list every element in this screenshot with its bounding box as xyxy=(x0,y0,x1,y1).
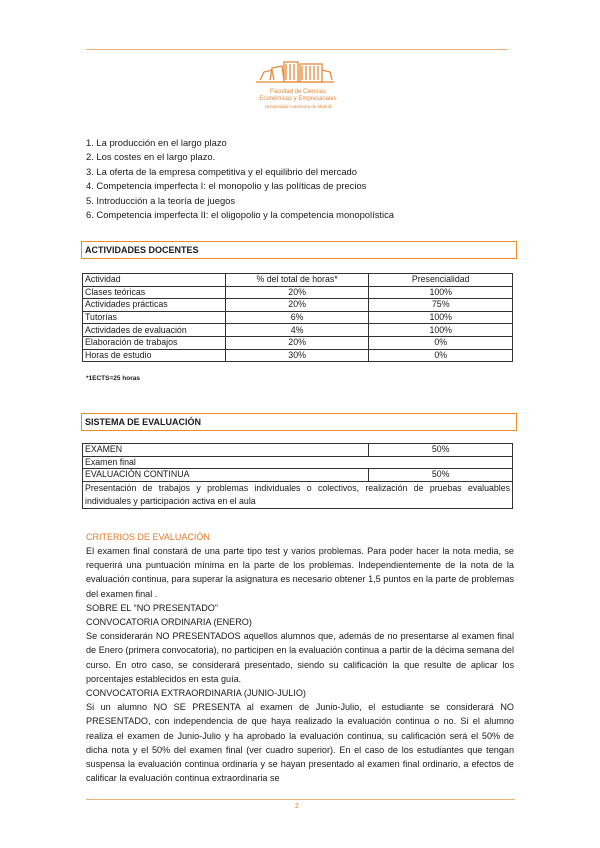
criterios-body xyxy=(86,544,514,785)
subheading: CONVOCATORIA EXTRAORDINARIA (JUNIO-JULIO) xyxy=(86,688,306,699)
table-row xyxy=(83,469,513,482)
list-item: 1. La producción en el largo plazo xyxy=(86,137,227,148)
table-cell: Presentación de trabajos y problemas individuales o colectivos, realización de pruebas evaluables individuales y participación activa en el aula xyxy=(83,481,513,508)
list-item: 6. Competencia imperfecta II: el oligopolio y la competencia monopolística xyxy=(86,209,394,221)
table-cell: 20% xyxy=(225,336,369,349)
list-item: 4. Competencia imperfecta I: el monopolio y las políticas de precios xyxy=(86,180,367,192)
table-row xyxy=(83,311,513,324)
table-cell: 50% xyxy=(369,469,513,482)
footer-rule xyxy=(86,799,515,800)
table-cell: Actividades prácticas xyxy=(83,299,226,312)
table-cell: 20% xyxy=(225,286,369,299)
table-cell: EVALUACIÓN CONTINUA xyxy=(83,469,369,482)
table-cell: 100% xyxy=(369,324,513,337)
table-row xyxy=(83,349,513,362)
table-cell: 100% xyxy=(369,286,513,299)
table-row xyxy=(83,336,513,349)
table-cell: Clases teóricas xyxy=(83,286,226,299)
paragraph: Se considerarán NO PRESENTADOS aquellos alumnos que, además de no presentarse al examen final de Enero (primera convocatoria), no participen en la evaluación continua a partir de la décima semana del curso. En otro caso, se considerará presentado, siendo su calificación la que resulte de aplicar los porcentajes establecidos en esta guía. xyxy=(86,631,514,684)
table-cell: EXAMEN xyxy=(83,444,369,457)
header-rule xyxy=(86,49,508,50)
list-item: 2. Los costes en el largo plazo. xyxy=(86,151,216,163)
criterios-title: CRITERIOS DE EVALUACIÓN xyxy=(86,532,210,542)
table-header-row xyxy=(83,274,513,287)
table-cell: 50% xyxy=(369,444,513,457)
table-row xyxy=(83,324,513,337)
topics-list xyxy=(86,136,394,222)
table-row xyxy=(83,481,513,508)
page-number: 2 xyxy=(295,803,299,810)
table-cell: 30% xyxy=(225,349,369,362)
table-header-cell: Actividad xyxy=(83,274,226,287)
list-item: 3. La oferta de la empresa competitiva y el equilibrio del mercado xyxy=(86,165,357,177)
table-header-cell: Presencialidad xyxy=(369,274,513,287)
table-cell: 4% xyxy=(225,324,369,337)
table-cell: 6% xyxy=(225,311,369,324)
table-cell: Tutorías xyxy=(83,311,226,324)
table-cell: 0% xyxy=(369,336,513,349)
list-item: 5. Introducción a la teoría de juegos xyxy=(86,194,236,206)
table-row xyxy=(83,286,513,299)
paragraph: El examen final constará de una parte tipo test y varios problemas. Para poder hacer la nota media, se requerirá una puntuación mínima en la parte de los problemas. Independientemente de la nota de la evaluación continua, para superar la asignatura es necesario obtener 1,5 puntos en la parte de problemas del examen final . xyxy=(86,546,514,599)
subheading: CONVOCATORIA ORDINARIA (ENERO) xyxy=(86,617,252,628)
table-cell: 20% xyxy=(225,299,369,312)
faculty-logo-text: Facultad de Ciencias Económicas y Empresariales Universidad Autónoma de Madrid xyxy=(259,89,337,109)
table-cell: Actividades de evaluación xyxy=(83,324,226,337)
subheading: SOBRE EL “NO PRESENTADO” xyxy=(86,602,218,613)
table-row xyxy=(83,456,513,469)
table-cell: Examen final xyxy=(83,456,513,469)
evaluacion-table xyxy=(82,443,513,509)
table-row xyxy=(83,444,513,457)
table-row xyxy=(83,299,513,312)
table-cell: 100% xyxy=(369,311,513,324)
table-footnote: *1ECTS=25 horas xyxy=(86,375,141,382)
actividades-table xyxy=(82,273,513,362)
table-cell: 75% xyxy=(369,299,513,312)
paragraph: Si un alumno NO SE PRESENTA al examen de Junio-Julio, el estudiante se considerará NO PRESENTADO, con independencia de que haya realizado la evaluación continua o no. Si el alumno realiza el examen de Junio-Julio y ha aprobado la evaluación continua, su calificación será el 50% de dicha nota y el 50% del examen final (ver cuadro superior). En el caso de los estudiantes que tengan suspensa la evaluación continua ordinaria y se hayan presentado al examen final ordinario, a efectos de calificar la evaluación continua extraordinaria se xyxy=(86,702,514,784)
table-cell: 0% xyxy=(369,349,513,362)
section-title-evaluacion: SISTEMA DE EVALUACIÓN xyxy=(81,413,517,431)
table-cell: Elaboración de trabajos xyxy=(83,336,226,349)
table-header-cell: % del total de horas* xyxy=(225,274,369,287)
table-cell: Horas de estudio xyxy=(83,349,226,362)
section-title-actividades: ACTIVIDADES DOCENTES xyxy=(81,241,517,259)
